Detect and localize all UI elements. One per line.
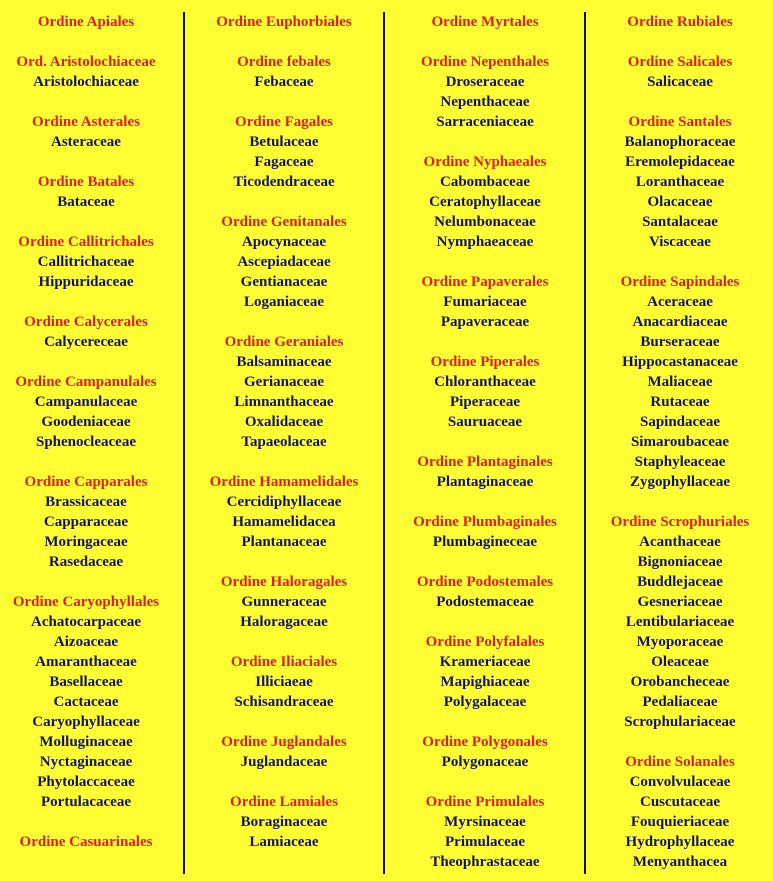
group-spacer	[0, 352, 172, 372]
group-spacer	[0, 452, 172, 472]
family-name: Papaveraceae	[440, 314, 530, 330]
family-name: Molluginaceae	[39, 734, 133, 750]
family-name: Chloranthaceae	[434, 374, 536, 390]
order-heading: Ordine Batales	[37, 174, 135, 190]
order-heading: Ordine Sapindales	[620, 274, 740, 290]
order-heading: Ordine Juglandales	[221, 734, 347, 750]
group-spacer	[386, 252, 584, 272]
family-name: Aceraceae	[647, 294, 713, 310]
group-spacer	[386, 612, 584, 632]
order-heading: Ordine Asterales	[32, 114, 140, 130]
family-name: Bataceae	[57, 194, 115, 210]
family-name: Oxalidaceae	[244, 414, 324, 430]
family-name: Loranthaceae	[635, 174, 725, 190]
order-heading: Ordine Apiales	[37, 14, 135, 30]
family-name: Rasedaceae	[48, 554, 124, 570]
order-heading: Ordine Casuarinales	[19, 834, 153, 850]
family-name: Buddlejaceae	[637, 574, 723, 590]
family-name: Cercidiphyllaceae	[226, 494, 342, 510]
group-spacer	[386, 332, 584, 352]
family-name: Polygalaceae	[443, 694, 527, 710]
group-spacer	[587, 92, 773, 112]
family-name: Plantanaceae	[241, 534, 327, 550]
order-heading: Ordine Plumbaginales	[413, 514, 557, 530]
order-heading: Ordine Scrophuriales	[610, 514, 750, 530]
family-name: Hydrophyllaceae	[625, 834, 735, 850]
group-spacer	[0, 32, 172, 52]
family-name: Plumbagineceae	[432, 534, 538, 550]
family-name: Gentianaceae	[240, 274, 328, 290]
family-name: Brassicaceae	[45, 494, 127, 510]
family-name: Gunneraceae	[241, 594, 327, 610]
family-name: Krameriaceae	[439, 654, 531, 670]
family-name: Polygonaceae	[441, 754, 529, 770]
family-name: Schisandraceae	[234, 694, 334, 710]
family-name: Illiciaeae	[255, 674, 313, 690]
family-name: Cabombaceae	[440, 174, 530, 190]
column-2	[186, 12, 382, 852]
group-spacer	[386, 132, 584, 152]
family-name: Myoporaceae	[636, 634, 724, 650]
family-name: Phytolaccaceae	[37, 774, 135, 790]
group-spacer	[386, 492, 584, 512]
group-spacer	[587, 252, 773, 272]
family-name: Caryophyllaceae	[32, 714, 140, 730]
family-name: Gerianaceae	[244, 374, 324, 390]
group-spacer	[0, 212, 172, 232]
group-spacer	[386, 32, 584, 52]
column-4	[587, 12, 773, 872]
family-name: Tapaeolaceae	[241, 434, 327, 450]
family-name: Hippocastanaceae	[622, 354, 738, 370]
family-name: Balsaminaceae	[236, 354, 332, 370]
group-spacer	[386, 552, 584, 572]
family-name: Orobancheceae	[630, 674, 730, 690]
family-name: Apocynaceae	[241, 234, 327, 250]
family-name: Basellaceae	[49, 674, 123, 690]
order-heading: Ordine Papaverales	[421, 274, 549, 290]
family-name: Loganiaceae	[244, 294, 324, 310]
family-name: Acanthaceae	[639, 534, 721, 550]
group-spacer	[0, 152, 172, 172]
family-name: Scrophulariaceae	[624, 714, 736, 730]
group-spacer	[0, 572, 172, 592]
family-name: Juglandaceae	[240, 754, 328, 770]
order-heading: Ord. Aristolochiaceae	[16, 54, 156, 70]
family-name: Aizoaceae	[53, 634, 119, 650]
order-heading: Ordine Nyphaeales	[423, 154, 547, 170]
order-heading: Ordine Primulales	[425, 794, 545, 810]
family-name: Nyctaginaceae	[39, 754, 133, 770]
family-name: Burseraceae	[640, 334, 720, 350]
order-heading: Ordine Nepenthales	[421, 54, 549, 70]
family-name: Zygophyllaceae	[630, 474, 730, 490]
order-heading: Ordine Polygonales	[422, 734, 548, 750]
family-name: Gesneriaceae	[637, 594, 723, 610]
order-heading: Ordine Solanales	[625, 754, 735, 770]
group-spacer	[386, 712, 584, 732]
order-heading: Ordine Salicales	[627, 54, 733, 70]
family-name: Balanophoraceae	[624, 134, 736, 150]
family-name: Amaranthaceae	[35, 654, 137, 670]
family-name: Goodeniaceae	[41, 414, 131, 430]
group-spacer	[386, 772, 584, 792]
column-divider	[183, 12, 185, 874]
family-name: Aristolochiaceae	[33, 74, 139, 90]
order-heading: Ordine Hamamelidales	[209, 474, 359, 490]
family-name: Lamiaceae	[249, 834, 319, 850]
order-heading: Ordine Calycerales	[24, 314, 148, 330]
order-heading: Ordine Haloragales	[220, 574, 348, 590]
family-name: Limnanthaceae	[234, 394, 334, 410]
family-name: Staphyleaceae	[634, 454, 726, 470]
group-spacer	[186, 632, 382, 652]
family-name: Droseraceae	[445, 74, 525, 90]
order-heading: Ordine Polyfalales	[425, 634, 545, 650]
column-divider	[383, 12, 385, 874]
family-name: Campanulaceae	[34, 394, 138, 410]
order-heading: Ordine Euphorbiales	[216, 14, 352, 30]
family-name: Anacardiaceae	[632, 314, 728, 330]
family-name: Theophrastaceae	[430, 854, 540, 870]
group-spacer	[587, 32, 773, 52]
family-name: Sauruaceae	[447, 414, 523, 430]
order-heading: Ordine Santales	[628, 114, 732, 130]
family-name: Cuscutaceae	[640, 794, 720, 810]
family-name: Febaceae	[254, 74, 314, 90]
group-spacer	[0, 92, 172, 112]
family-name: Plantaginaceae	[436, 474, 534, 490]
group-spacer	[186, 32, 382, 52]
group-spacer	[0, 812, 172, 832]
group-spacer	[587, 492, 773, 512]
group-spacer	[186, 92, 382, 112]
family-name: Achatocarpaceae	[31, 614, 141, 630]
family-name: Santalaceae	[642, 214, 718, 230]
family-name: Pedaliaceae	[642, 694, 718, 710]
column-1	[0, 12, 172, 852]
family-name: Betulaceae	[249, 134, 319, 150]
family-name: Moringaceae	[44, 534, 128, 550]
order-heading: Ordine Callitrichales	[18, 234, 154, 250]
family-name: Convolvulaceae	[629, 774, 731, 790]
family-name: Fumariaceae	[443, 294, 527, 310]
family-name: Haloragaceae	[240, 614, 328, 630]
group-spacer	[186, 452, 382, 472]
family-name: Nelumbonaceae	[434, 214, 536, 230]
order-heading: Ordine Capparales	[24, 474, 148, 490]
group-spacer	[186, 192, 382, 212]
family-name: Cactaceae	[53, 694, 119, 710]
order-heading: Ordine Rubiales	[627, 14, 733, 30]
group-spacer	[186, 712, 382, 732]
family-name: Menyanthacea	[632, 854, 728, 870]
family-name: Fagaceae	[254, 154, 314, 170]
group-spacer	[386, 432, 584, 452]
order-heading: Ordine Geraniales	[224, 334, 344, 350]
family-name: Nepenthaceae	[440, 94, 530, 110]
family-name: Olacaceae	[647, 194, 713, 210]
family-name: Ceratophyllaceae	[429, 194, 541, 210]
family-name: Hippuridaceae	[38, 274, 134, 290]
family-name: Eremolepidaceae	[625, 154, 735, 170]
family-name: Capparaceae	[43, 514, 129, 530]
order-heading: Ordine Plantaginales	[417, 454, 553, 470]
order-heading: Ordine Fagales	[235, 114, 333, 130]
family-name: Hamamelidacea	[232, 514, 336, 530]
family-name: Fouquieriaceae	[630, 814, 730, 830]
family-name: Nymphaeaceae	[436, 234, 534, 250]
order-heading: Ordine Caryophyllales	[12, 594, 160, 610]
family-name: Sapindaceae	[639, 414, 720, 430]
family-name: Sarraceniaceae	[436, 114, 534, 130]
family-name: Boraginaceae	[240, 814, 328, 830]
family-name: Oleaceae	[651, 654, 709, 670]
family-name: Bignoniaceae	[637, 554, 723, 570]
family-name: Podostemaceae	[436, 594, 534, 610]
family-name: Portulacaceae	[41, 794, 131, 810]
family-name: Sphenocleaceae	[36, 434, 136, 450]
order-heading: Ordine Genitanales	[221, 214, 347, 230]
family-name: Asteraceae	[51, 134, 121, 150]
family-name: Simaroubaceae	[630, 434, 730, 450]
group-spacer	[186, 312, 382, 332]
family-name: Viscaceae	[649, 234, 711, 250]
order-heading: Ordine Campanulales	[15, 374, 157, 390]
order-heading: Ordine Lamiales	[230, 794, 338, 810]
order-heading: Ordine Myrtales	[431, 14, 539, 30]
order-heading: Ordine febales	[237, 54, 331, 70]
column-3	[386, 12, 584, 872]
family-name: Calycereceae	[44, 334, 128, 350]
family-name: Maliaceae	[647, 374, 713, 390]
order-heading: Ordine Iliaciales	[230, 654, 338, 670]
family-name: Piperaceae	[450, 394, 520, 410]
family-name: Salicaceae	[647, 74, 713, 90]
family-name: Lentibulariaceae	[625, 614, 735, 630]
family-name: Callitrichaceae	[37, 254, 135, 270]
column-divider	[584, 12, 586, 874]
group-spacer	[186, 552, 382, 572]
family-name: Mapighiaceae	[440, 674, 530, 690]
group-spacer	[587, 732, 773, 752]
order-heading: Ordine Piperales	[430, 354, 540, 370]
family-name: Rutaceae	[650, 394, 710, 410]
group-spacer	[0, 292, 172, 312]
family-name: Myrsinaceae	[444, 814, 526, 830]
group-spacer	[186, 772, 382, 792]
order-heading: Ordine Podostemales	[416, 574, 554, 590]
family-name: Ticodendraceae	[233, 174, 335, 190]
family-name: Primulaceae	[445, 834, 525, 850]
family-name: Ascepiadaceae	[237, 254, 331, 270]
